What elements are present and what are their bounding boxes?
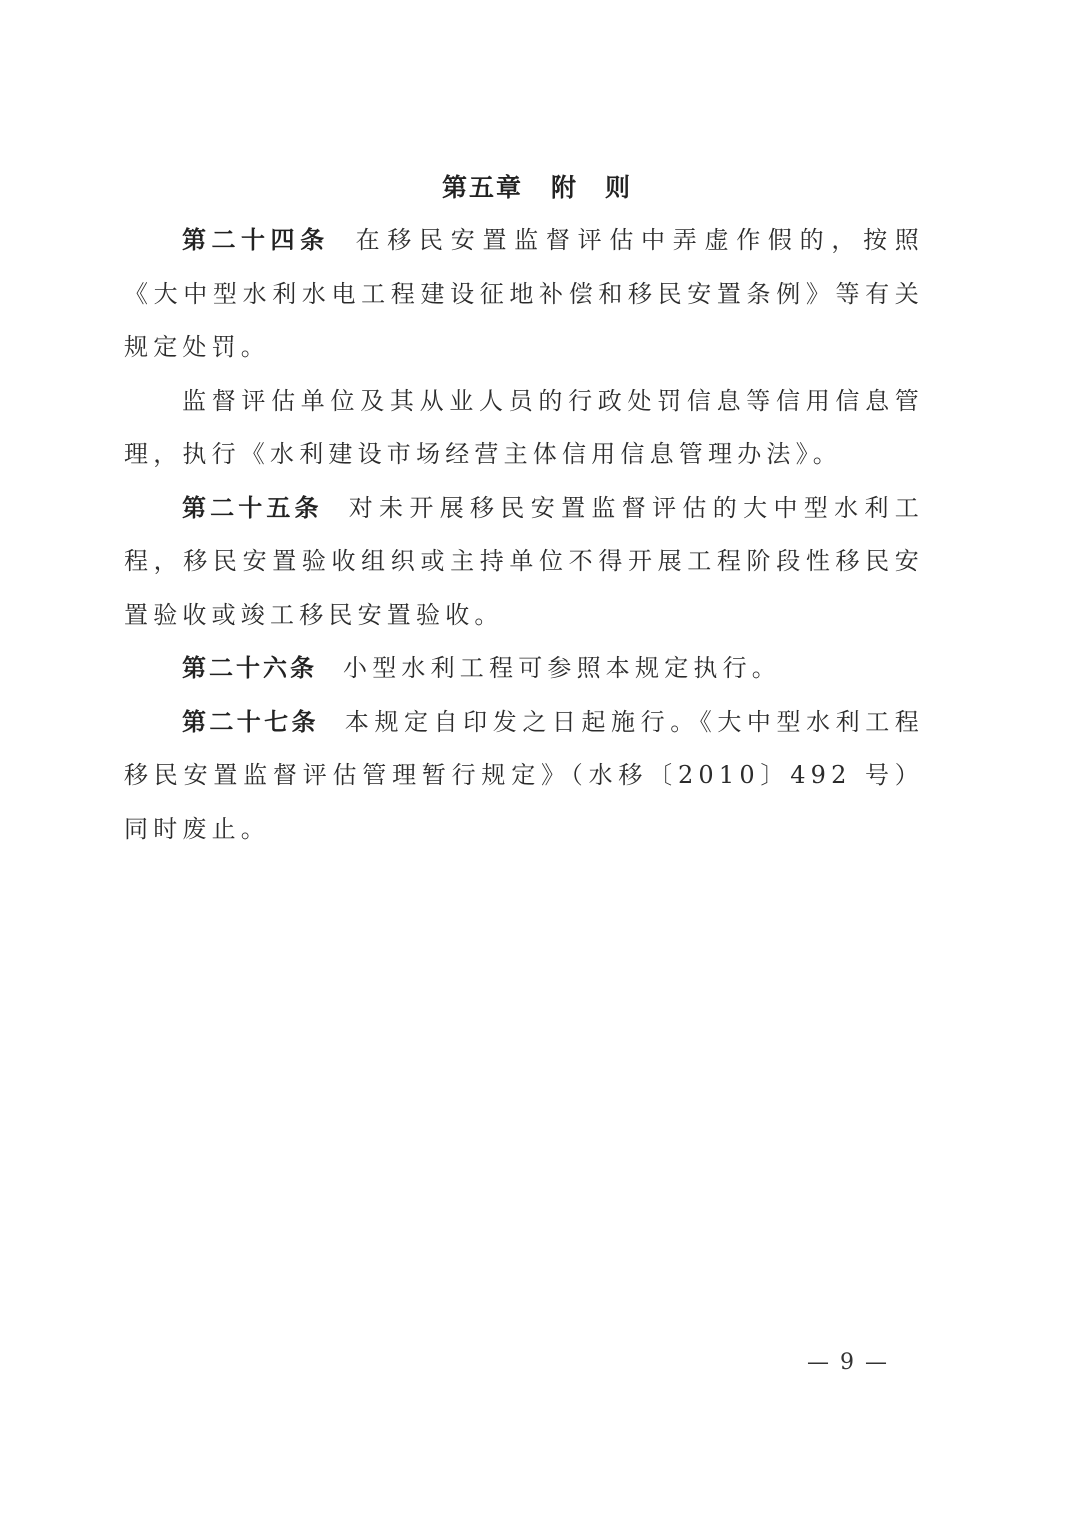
article-26 <box>124 642 924 696</box>
article-text: 在移民安置监督评估中弄虚作假的，按照《大中型水利水电工程建设征地补偿和移民安置条例》等有关规定处罚。 <box>124 226 924 361</box>
article-text: 监督评估单位及其从业人员的行政处罚信息等信用信息管理，执行《水利建设市场经营主体信用信息管理办法》。 <box>124 386 924 468</box>
article-number: 第二十四条 <box>182 226 330 254</box>
page-number: — 9 — <box>807 1350 889 1375</box>
article-number: 第二十七条 <box>182 707 319 736</box>
article-25 <box>124 482 924 643</box>
article-24-paragraph-2 <box>124 375 924 482</box>
body-text <box>124 214 924 856</box>
article-text: 小型水利工程可参照本规定执行。 <box>343 654 781 682</box>
article-text: 对未开展移民安置监督评估的大中型水利工程，移民安置验收组织或主持单位不得开展工程阶段性移民安置验收或竣工移民安置验收。 <box>124 493 924 629</box>
article-number: 第二十六条 <box>182 654 317 682</box>
chapter-title <box>0 168 1074 204</box>
article-27 <box>124 696 924 857</box>
article-number: 第二十五条 <box>182 493 323 522</box>
chapter-number: 第五章 <box>441 173 523 202</box>
article-text: 本规定自印发之日起施行。《大中型水利工程移民安置监督评估管理暂行规定》（水移〔2010〕492 号）同时废止。 <box>124 707 924 843</box>
article-24 <box>124 214 924 375</box>
chapter-name: 附 则 <box>551 173 633 202</box>
